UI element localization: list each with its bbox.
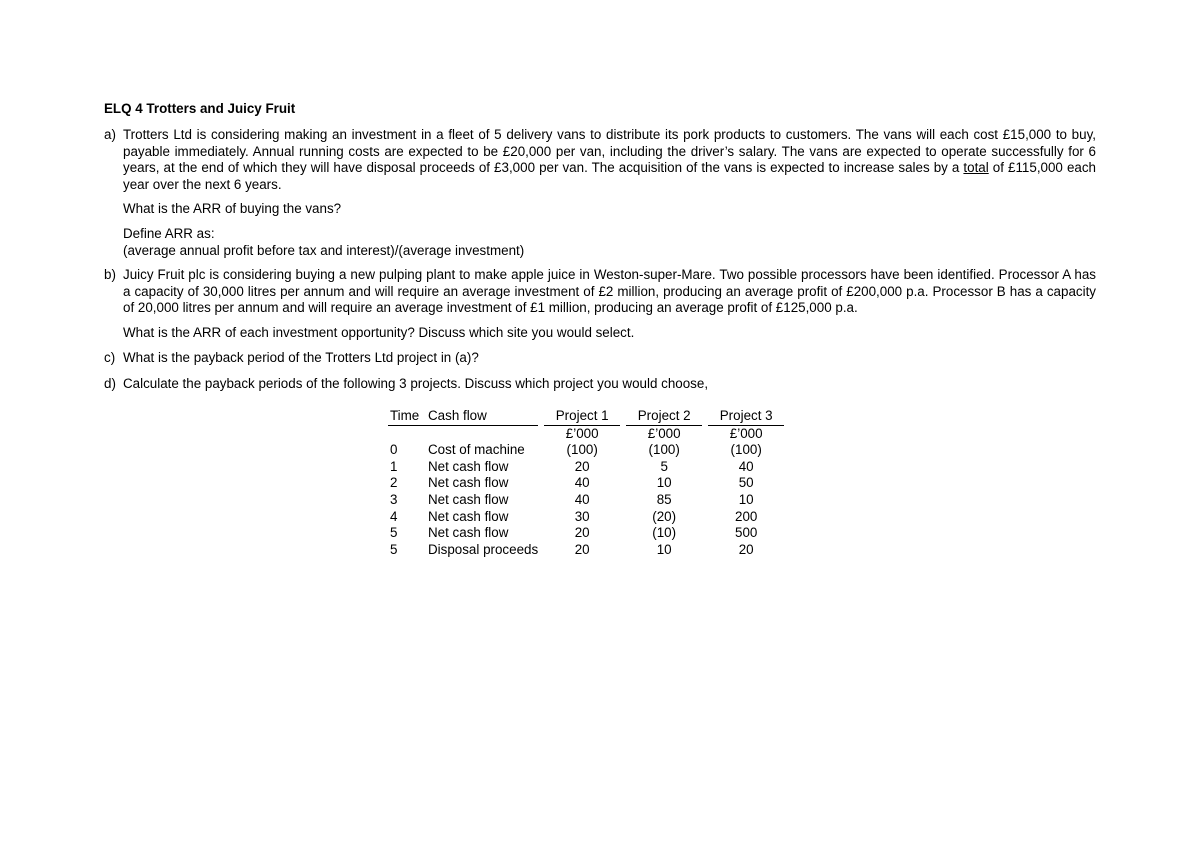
cell-time: 2	[390, 475, 398, 491]
cell-time: 0	[390, 442, 398, 458]
cell-time: 4	[390, 508, 398, 524]
question-a-question: What is the ARR of buying the vans?	[123, 201, 342, 217]
cell-project-2: (10)	[652, 525, 677, 541]
question-b-text: Juicy Fruit plc is considering buying a new pulping plant to make apple juice in Weston-super-Mare. Two possible processors have been identified. Processor A has a capacity of 30,000 litres per annum and will require an average investment of £2 million, producing an average profit of £200,000 p.a. Processor B has a capacity of 20,000 litres per annum and will require an average investment of £1 million, producing an average profit of £125,000 p.a.	[123, 267, 1096, 316]
cell-project-3: 20	[738, 541, 754, 557]
cell-cash-flow: Net cash flow	[428, 508, 509, 524]
cell-project-2: (100)	[648, 442, 680, 458]
table-row	[388, 542, 784, 559]
question-d-label: d)	[104, 376, 116, 391]
cell-project-3: 10	[738, 491, 754, 507]
question-a-underlined-word: total	[963, 160, 989, 176]
question-a-text-part1: Trotters Ltd is considering making an investment in a fleet of 5 delivery vans to distribute its pork products to customers. The vans will each cost £15,000 to buy, payable immediately. Annual running costs are expected to be £20,000 per van, including the driver’s salary. The vans are expected to operate successfully for 6 years, at the end of which they will have disposal proceeds of £3,000 per van. The acquisition of the vans is expected to increase sales by a	[123, 127, 1096, 176]
cell-project-1: 20	[574, 525, 590, 541]
cell-project-2: 85	[656, 491, 672, 507]
question-a	[104, 127, 1096, 259]
question-b-question: What is the ARR of each investment opportunity? Discuss which site you would select.	[123, 324, 635, 340]
table-row	[388, 525, 784, 542]
cell-project-3: 500	[735, 525, 758, 541]
cell-project-3: (100)	[730, 442, 762, 458]
cash-flow-table	[388, 408, 784, 558]
table-units-row	[388, 425, 784, 442]
cell-project-1: (100)	[566, 442, 598, 458]
cell-time: 3	[390, 491, 398, 507]
cell-time: 1	[390, 458, 398, 474]
question-a-define-formula: (average annual profit before tax and interest)/(average investment)	[123, 242, 525, 258]
cell-project-3: 40	[738, 458, 754, 474]
table-header-row	[388, 408, 784, 425]
question-a-text	[123, 127, 1096, 193]
cell-project-1: 20	[574, 458, 590, 474]
header-cash-flow: Cash flow	[428, 408, 538, 425]
table-row	[388, 509, 784, 526]
cell-project-2: 10	[656, 541, 672, 557]
question-d-text: Calculate the payback periods of the following 3 projects. Discuss which project you would choose,	[123, 376, 709, 391]
question-a-label: a)	[104, 127, 116, 142]
question-c-label: c)	[104, 350, 116, 365]
question-b	[104, 267, 1096, 341]
cell-project-1: 40	[574, 475, 590, 491]
cell-project-3: 200	[735, 508, 758, 524]
cell-cash-flow: Net cash flow	[428, 525, 509, 541]
question-c-text: What is the payback period of the Trotters Ltd project in (a)?	[123, 350, 479, 365]
question-a-define-label: Define ARR as:	[123, 225, 215, 241]
table-row	[388, 442, 784, 459]
cell-project-1: 30	[574, 508, 590, 524]
cell-project-1: 20	[574, 541, 590, 557]
question-d	[104, 376, 1096, 393]
cell-project-2: 5	[660, 458, 668, 474]
cell-project-1: 40	[574, 491, 590, 507]
table-row	[388, 492, 784, 509]
question-b-label: b)	[104, 267, 116, 282]
document-title: ELQ 4 Trotters and Juicy Fruit	[104, 101, 296, 116]
header-project-3: Project 3	[708, 408, 784, 425]
table-row	[388, 475, 784, 492]
question-a-text-part2: of £115,000 each year over the next 6 years.	[123, 160, 1096, 192]
table-row	[388, 459, 784, 476]
units-project-2: £’000	[647, 425, 681, 441]
cell-time: 5	[390, 525, 398, 541]
header-project-1: Project 1	[544, 408, 620, 425]
header-time: Time	[388, 408, 428, 425]
cell-cash-flow: Net cash flow	[428, 458, 509, 474]
cell-project-2: (20)	[652, 508, 677, 524]
cell-cash-flow: Disposal proceeds	[428, 541, 539, 557]
units-project-3: £’000	[729, 425, 763, 441]
cell-time: 5	[390, 541, 398, 557]
header-project-2: Project 2	[626, 408, 702, 425]
cell-project-2: 10	[656, 475, 672, 491]
question-c	[104, 350, 1096, 367]
units-project-1: £’000	[565, 425, 599, 441]
cell-cash-flow: Net cash flow	[428, 475, 509, 491]
cell-cash-flow: Cost of machine	[428, 442, 525, 458]
cell-cash-flow: Net cash flow	[428, 491, 509, 507]
cell-project-3: 50	[738, 475, 754, 491]
